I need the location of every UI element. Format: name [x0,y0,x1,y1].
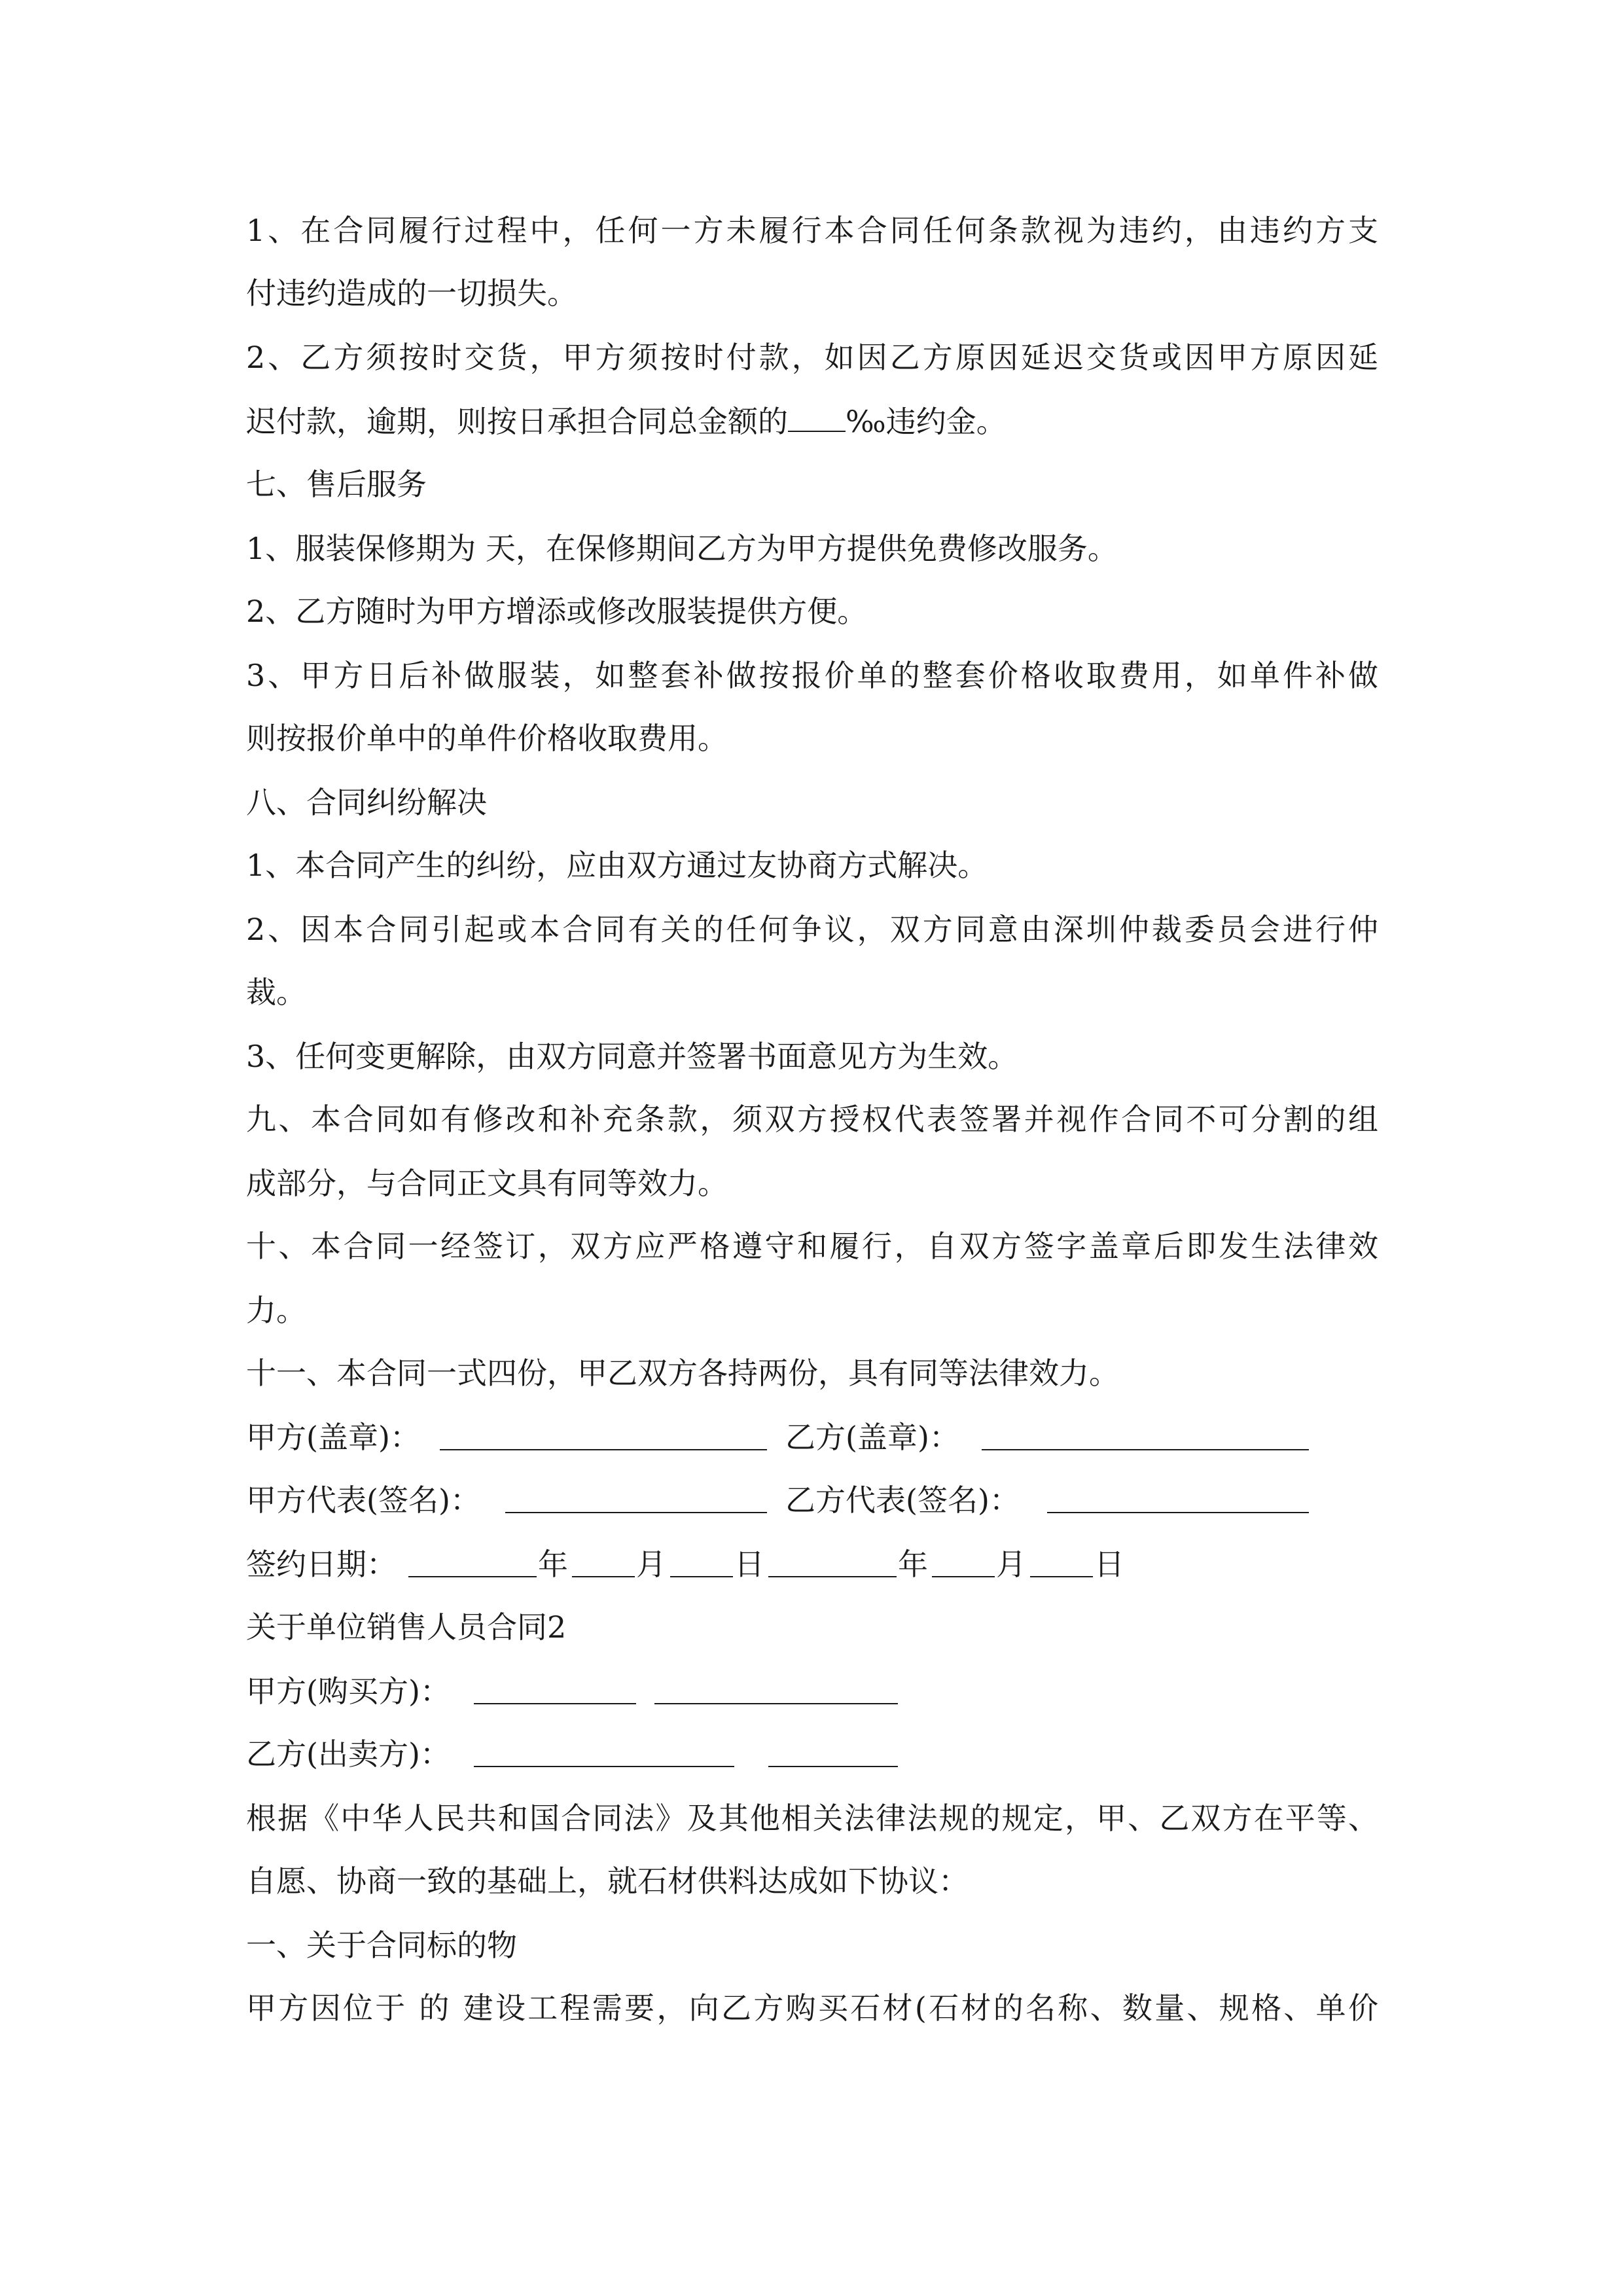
clause-ten-line1: 十、本合同一经签订，双方应严格遵守和履行，自双方签字盖章后即发生法律效 [246,1229,1378,1264]
rep-row [246,1480,1378,1520]
party-b-seal-blank[interactable] [982,1420,1309,1450]
date-day-blank-1[interactable] [670,1547,733,1577]
clause-nine-line1: 九、本合同如有修改和补充条款，须双方授权代表签署并视作合同不可分割的组 [246,1102,1378,1137]
clause-nine-line2: 成部分，与合同正文具有同等效力。 [246,1166,728,1201]
clause-ten-line2: 力。 [246,1293,306,1328]
date-month-2: 月 [996,1547,1026,1582]
buyer-blank-1[interactable] [474,1674,636,1704]
seller-label: 乙方(出卖方)： [246,1736,450,1772]
clause-disputes-1: 1、本合同产生的纠纷，应由双方通过友协商方式解决。 [246,848,988,883]
section-heading-disputes: 八、合同纠纷解决 [246,785,487,820]
buyer-row [246,1672,1378,1711]
clause-after-sales-3-line1: 3、甲方日后补做服装，如整套补做按报价单的整套价格收取费用，如单件补做 [246,658,1378,693]
seller-blank-2[interactable] [768,1737,898,1767]
contract2-section1-title: 一、关于合同标的物 [246,1928,517,1963]
buyer-label: 甲方(购买方)： [246,1674,450,1709]
clause-eleven: 十一、本合同一式四份，甲乙双方各持两份，具有同等法律效力。 [246,1355,1119,1391]
clause-breach-2-line2-tail: ‰违约金。 [846,404,1007,439]
seller-row [246,1734,1378,1774]
clause-disputes-3: 3、任何变更解除，由双方同意并签署书面意见方为生效。 [246,1039,1018,1074]
date-month-1: 月 [636,1547,666,1582]
party-b-rep-label: 乙方代表(签名)： [785,1482,1020,1518]
date-year-blank-1[interactable] [408,1547,537,1577]
party-a-seal-blank[interactable] [440,1420,767,1450]
party-b-seal-label: 乙方(盖章)： [785,1420,959,1455]
date-row [246,1545,1378,1584]
party-a-rep-label: 甲方代表(签名)： [246,1482,480,1518]
party-a-rep-blank[interactable] [505,1483,767,1513]
date-label: 签约日期： [246,1547,397,1582]
clause-disputes-2-line1: 2、因本合同引起或本合同有关的任何争议，双方同意由深圳仲裁委员会进行仲 [246,912,1378,947]
clause-disputes-2-line2: 裁。 [246,975,306,1010]
contract2-section1-line1: 甲方因位于 的 建设工程需要，向乙方购买石材(石材的名称、数量、规格、单价 [246,1990,1378,2026]
date-year-blank-2[interactable] [768,1547,897,1577]
date-month-blank-2[interactable] [932,1547,995,1577]
contract2-title: 关于单位销售人员合同2 [246,1609,567,1645]
clause-breach-2-line1: 2、乙方须按时交货，甲方须按时付款，如因乙方原因延迟交货或因甲方原因延 [246,340,1378,375]
clause-breach-1-line1: 1、在合同履行过程中，任何一方未履行本合同任何条款视为违约，由违约方支 [246,213,1378,248]
clause-after-sales-1: 1、服装保修期为 天，在保修期间乙方为甲方提供免费修改服务。 [246,531,1118,566]
date-day-2: 日 [1094,1547,1124,1582]
section-heading-after-sales: 七、售后服务 [246,467,427,502]
clause-breach-2-line2 [246,402,1378,441]
clause-breach-1-line2: 付违约造成的一切损失。 [246,276,577,311]
seller-blank-1[interactable] [474,1737,734,1767]
contract2-intro-line2: 自愿、协商一致的基础上，就石材供料达成如下协议： [246,1863,969,1899]
clause-after-sales-3-line2: 则按报价单中的单件价格收取费用。 [246,721,728,756]
contract2-intro-line1: 根据《中华人民共和国合同法》及其他相关法律法规的规定，甲、乙双方在平等、 [246,1801,1378,1836]
seal-row [246,1418,1378,1457]
party-a-seal-label: 甲方(盖章)： [246,1420,420,1455]
date-year-2: 年 [898,1547,928,1582]
date-month-blank-1[interactable] [572,1547,635,1577]
date-day-blank-2[interactable] [1030,1547,1093,1577]
date-day-1: 日 [734,1547,764,1582]
party-b-rep-blank[interactable] [1047,1483,1309,1513]
penalty-rate-blank[interactable] [788,402,846,432]
date-year-1: 年 [538,1547,568,1582]
clause-after-sales-2: 2、乙方随时为甲方增添或修改服装提供方便。 [246,594,868,629]
clause-breach-2-line2-text: 迟付款，逾期，则按日承担合同总金额的 [246,404,788,439]
buyer-blank-2[interactable] [654,1674,898,1704]
